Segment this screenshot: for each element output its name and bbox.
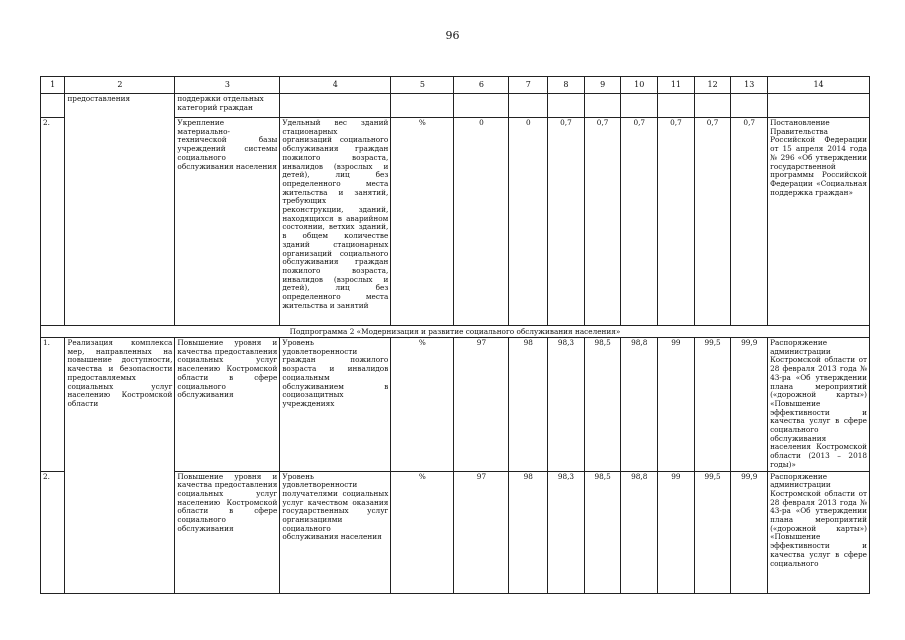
cell-value: 99,5 [694, 471, 731, 593]
table-row [41, 338, 870, 472]
cell-value: 0 [454, 118, 509, 326]
subprogram-row [41, 326, 870, 338]
header-cell: 4 [280, 77, 391, 94]
cell-value: 98,8 [621, 471, 658, 593]
cell-basis: Распоряжение администрации Костромской области от 28 февраля 2013 года № 43-ра «Об утверждении плана мероприятий («дорожной карты») «Повышение эффективности и качества услуг в сфере социального [768, 471, 870, 593]
cell-basis: Постановление Правительства Российской Федерации от 15 апреля 2014 года № 296 «Об утверждении государственной программы Российской Федерации «Социальная поддержка граждан» [768, 118, 870, 326]
table-header-row [41, 77, 870, 94]
cell-value: 98 [509, 338, 548, 472]
row-number: 2. [41, 471, 65, 593]
cell-indicator: Уровень удовлетворенности граждан пожилого возраста и инвалидов социальным обслуживанием в социозащитных учреждениях [280, 338, 391, 472]
cell-unit: % [391, 338, 454, 472]
subprogram-title: Подпрограмма 2 «Модернизация и развитие социального обслуживания населения» [41, 326, 870, 338]
cell-value: 98,3 [548, 471, 585, 593]
cell-value: 0,7 [584, 118, 621, 326]
cell-value: 0,7 [694, 118, 731, 326]
cell-task: Укрепление материально-технической базы учреждений системы социального обслуживания населения [175, 118, 280, 326]
header-cell: 6 [454, 77, 509, 94]
cell-value: 99 [658, 338, 695, 472]
header-cell: 10 [621, 77, 658, 94]
cell-value: 99,9 [731, 338, 768, 472]
cell-value: 0,7 [548, 118, 585, 326]
indicators-table [40, 76, 870, 594]
header-cell: 7 [509, 77, 548, 94]
cell-value: 97 [454, 338, 509, 472]
header-cell: 1 [41, 77, 65, 94]
cell-value: 99 [658, 471, 695, 593]
row-number: 1. [41, 338, 65, 472]
cell-basis: Распоряжение администрации Костромской области от 28 февраля 2013 года № 43-ра «Об утверждении плана мероприятий («дорожной карты») «Повышение эффективности и качества услуг в сфере социального обслуживания населения Костромской области (2013 – 2018 годы)» [768, 338, 870, 472]
cell-indicator: Удельный вес зданий стационарных организаций социального обслуживания граждан пожилого возраста, инвалидов (взрослых и детей), лиц без определенного места жительства и занятий, требующих реконструкции, зданий, находящихся в аварийном состоянии, ветхих зданий, в общем количестве зданий стационарных организаций социального обслуживания граждан пожилого возраста, инвалидов (взрослых и детей), лиц без определенного места жительства и занятий [280, 118, 391, 326]
cell-value: 0,7 [621, 118, 658, 326]
header-cell: 5 [391, 77, 454, 94]
cell-unit: % [391, 118, 454, 326]
cell-task: Повышение уровня и качества предоставления социальных услуг населению Костромской области в сфере социального обслуживания [175, 471, 280, 593]
cell-value: 99,9 [731, 471, 768, 593]
header-cell: 2 [65, 77, 175, 94]
cell-event: Реализация комплекса мер, направленных на повышение доступности, качества и безопасности предоставляемых социальных услуг населению Костромской области [65, 338, 175, 594]
header-cell: 11 [658, 77, 695, 94]
header-cell: 3 [175, 77, 280, 94]
header-cell: 8 [548, 77, 585, 94]
header-cell: 12 [694, 77, 731, 94]
row-number: 2. [41, 118, 65, 326]
cell-goal-cont: поддержки отдельных категорий граждан [175, 94, 280, 118]
page-number: 96 [445, 29, 460, 42]
table-row-continuation [41, 94, 870, 118]
cell-value: 98 [509, 471, 548, 593]
cell-value: 0,7 [731, 118, 768, 326]
cell-value: 98,8 [621, 338, 658, 472]
cell-value: 98,5 [584, 471, 621, 593]
cell-value: 97 [454, 471, 509, 593]
cell-value: 98,3 [548, 338, 585, 472]
cell-value: 99,5 [694, 338, 731, 472]
cell-indicator: Уровень удовлетворенности получателями социальных услуг качеством оказания государственных услуг организациями социального обслуживания населения [280, 471, 391, 593]
cell-event-cont: предоставления [65, 94, 175, 326]
cell-unit: % [391, 471, 454, 593]
cell-value: 0,7 [658, 118, 695, 326]
cell-value: 0 [509, 118, 548, 326]
header-cell: 9 [584, 77, 621, 94]
header-cell: 14 [768, 77, 870, 94]
cell-task: Повышение уровня и качества предоставления социальных услуг населению Костромской области в сфере социального обслуживания [175, 338, 280, 472]
cell-value: 98,5 [584, 338, 621, 472]
header-cell: 13 [731, 77, 768, 94]
